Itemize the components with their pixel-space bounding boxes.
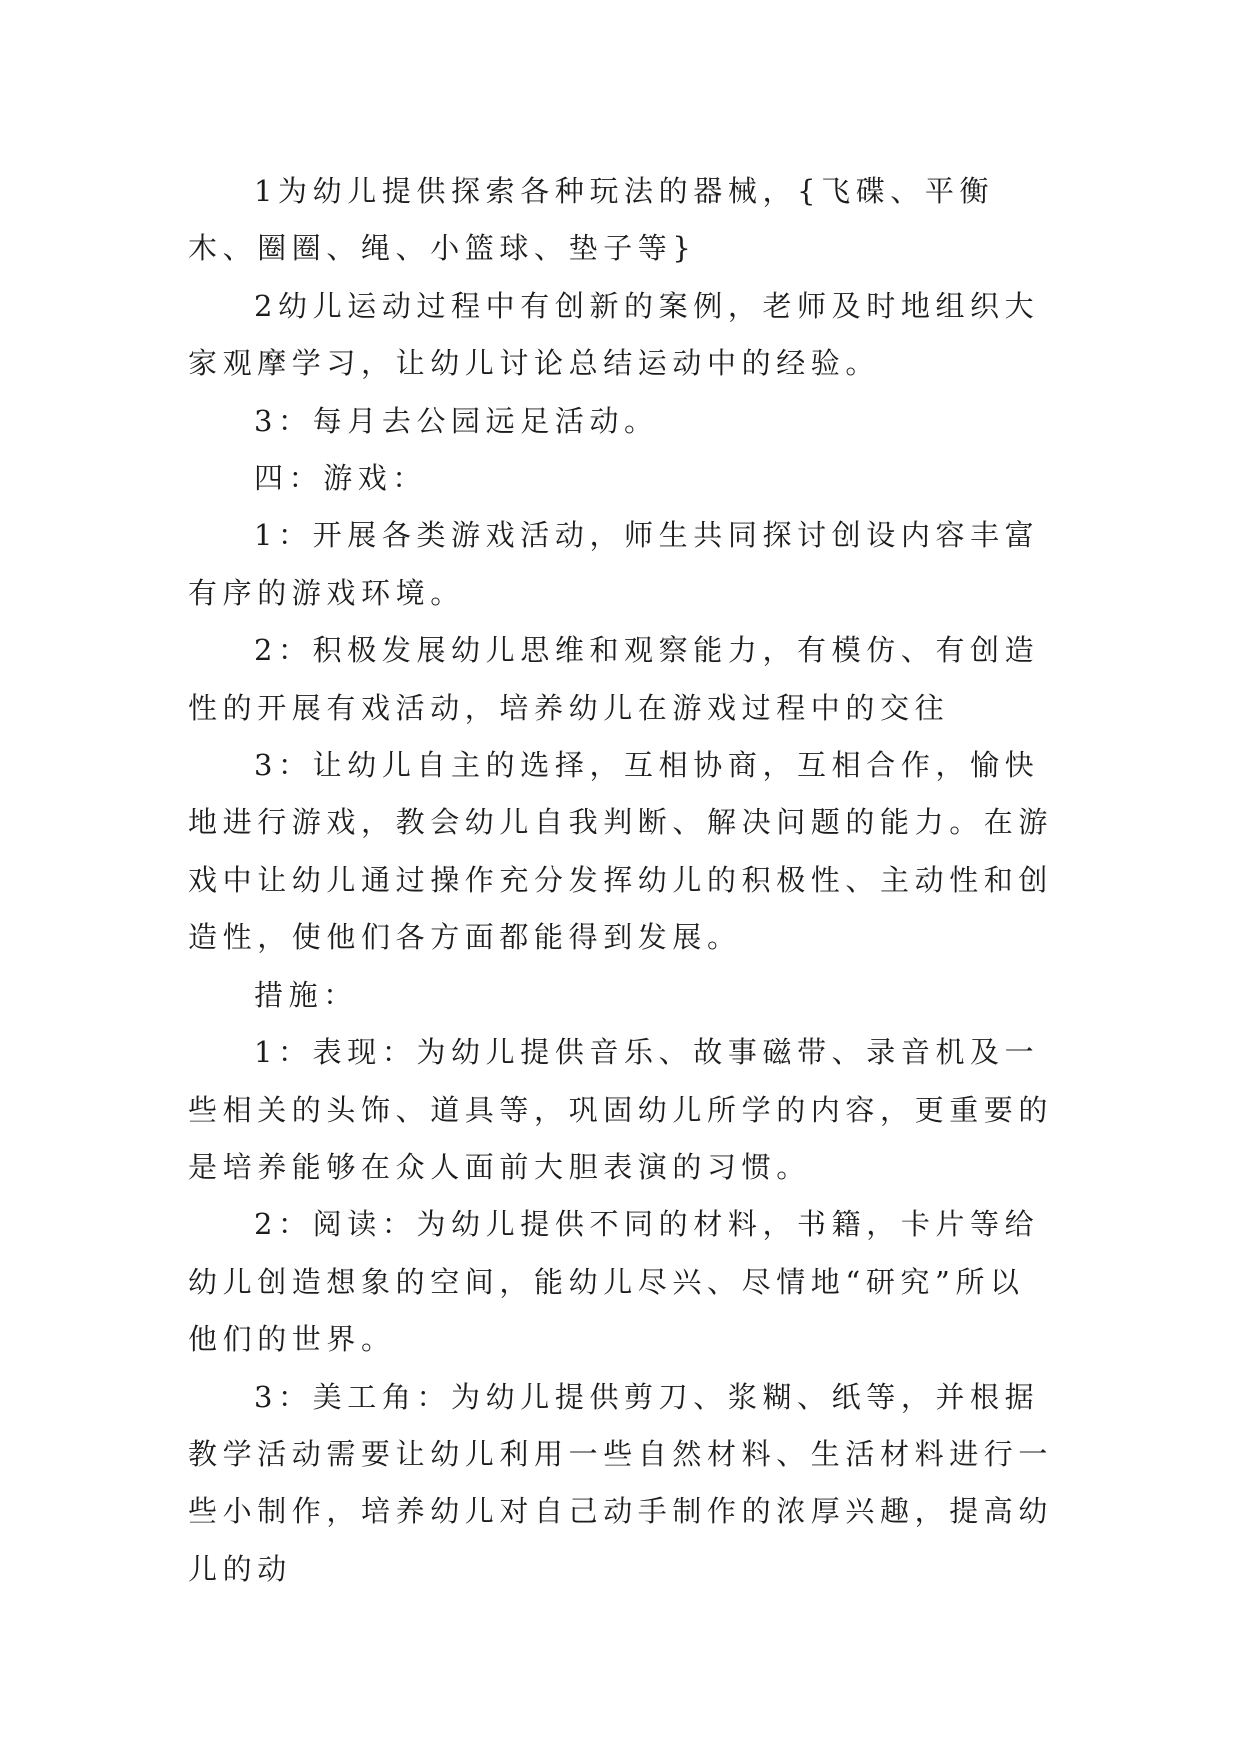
document-body bbox=[188, 163, 1054, 1598]
paragraph-game-activities: 1：开展各类游戏活动，师生共同探讨创设内容丰富有序的游戏环境。 bbox=[188, 518, 1040, 610]
paragraph-thinking-observation: 2：积极发展幼儿思维和观察能力，有模仿、有创造性的开展有戏活动，培养幼儿在游戏过程中的交往 bbox=[188, 633, 1040, 725]
paragraph-performance: 1：表现：为幼儿提供音乐、故事磁带、录音机及一些相关的头饰、道具等，巩固幼儿所学的内容，更重要的是培养能够在众人面前大胆表演的习惯。 bbox=[188, 1035, 1054, 1184]
section-heading-measures: 措施： bbox=[254, 977, 358, 1012]
paragraph-monthly-outing: 3：每月去公园远足活动。 bbox=[254, 403, 659, 438]
paragraph-autonomous-choice: 3：让幼儿自主的选择，互相协商，互相合作，愉快地进行游戏，教会幼儿自我判断、解决问题的能力。在游戏中让幼儿通过操作充分发挥幼儿的积极性、主动性和创造性，使他们各方面都能得到发展。 bbox=[188, 748, 1054, 955]
paragraph-equipment: 1为幼儿提供探索各种玩法的器械，{飞碟、平衡木、圈圈、绳、小篮球、垫子等} bbox=[188, 174, 995, 266]
paragraph-innovation-cases: 2幼儿运动过程中有创新的案例，老师及时地组织大家观摩学习，让幼儿讨论总结运动中的经验。 bbox=[188, 288, 1040, 381]
paragraph-reading: 2：阅读：为幼儿提供不同的材料，书籍，卡片等给幼儿创造想象的空间，能幼儿尽兴、尽情地“研究”所以他们的世界。 bbox=[188, 1207, 1040, 1357]
paragraph-art-corner: 3：美工角：为幼儿提供剪刀、浆糊、纸等，并根据教学活动需要让幼儿利用一些自然材料、生活材料进行一些小制作，培养幼儿对自己动手制作的浓厚兴趣，提高幼儿的动 bbox=[188, 1379, 1054, 1586]
section-heading-games: 四：游戏： bbox=[254, 461, 428, 496]
